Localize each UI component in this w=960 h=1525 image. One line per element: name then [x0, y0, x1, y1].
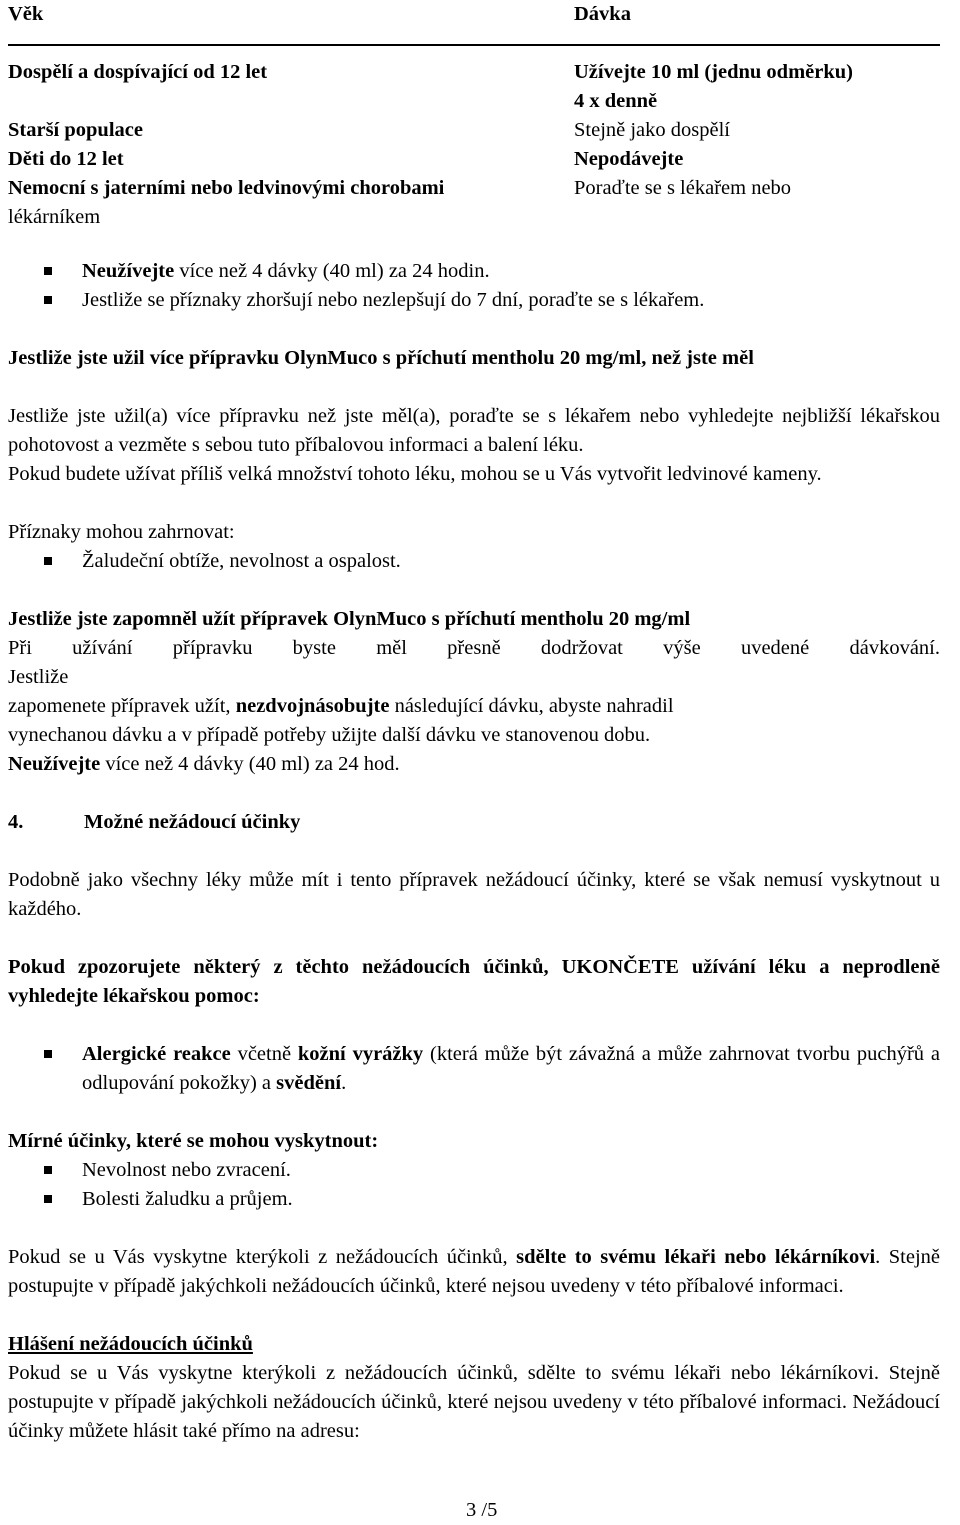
list-item: Žaludeční obtíže, nevolnost a ospalost. — [8, 547, 940, 576]
section-4-intro: Podobně jako všechny léky může mít i tento přípravek nežádoucí účinky, které se však nemusí vyskytnout u každého. — [8, 869, 940, 920]
dose-children: Nepodávejte — [574, 148, 684, 170]
serious-effects-list — [8, 1040, 940, 1098]
overdose-heading: Jestliže jste užil více přípravku OlynMuco s příchutí mentholu 20 mg/ml, než jste měl — [8, 347, 754, 369]
age-liver-kidney-line2: lékárníkem — [8, 206, 101, 228]
symptoms-label: Příznaky mohou zahrnovat: — [8, 521, 235, 543]
age-column — [8, 0, 568, 232]
missed-line-4: vynechanou dávku a v případě potřeby užijte další dávku ve stanovenou dobu. — [8, 724, 651, 746]
list-item: Alergické reakce včetně kožní vyrážky (která může být závažná a může zahrnovat tvorbu puchýřů a odlupování pokožky) a svědění. — [8, 1040, 940, 1098]
missed-line-3: zapomenete přípravek užít, nezdvojnásobujte následující dávku, abyste nahradil — [8, 695, 674, 717]
table-header-dose: Dávka — [574, 3, 631, 25]
overdose-paragraph-1: Jestliže jste užil(a) více přípravku než jste měl(a), poraďte se s lékařem nebo vyhledejte nejbližší lékařskou pohotovost a vezměte s sebou tuto příbalovou informaci a balení léku. — [8, 405, 940, 456]
page-number: 3 /5 — [466, 1499, 498, 1521]
list-item: Jestliže se příznaky zhoršují nebo nezlepšují do 7 dní, poraďte se s lékařem. — [8, 286, 940, 315]
missed-dose-heading: Jestliže jste zapomněl užít přípravek OlynMuco s příchutí mentholu 20 mg/ml — [8, 608, 691, 630]
age-children: Děti do 12 let — [8, 148, 124, 170]
missed-line-2: Jestliže — [8, 666, 69, 688]
list-item: Neužívejte více než 4 dávky (40 ml) za 24 hodin. — [8, 257, 940, 286]
warning-list — [8, 257, 940, 315]
stop-heading: Pokud zpozorujete některý z těchto nežádoucích účinků, UKONČETE užívání léku a neprodleně vyhledejte lékařskou pomoc: — [8, 956, 940, 1007]
age-adults: Dospělí a dospívající od 12 let — [8, 61, 268, 83]
age-elderly: Starší populace — [8, 119, 143, 141]
tell-doctor-paragraph: Pokud se u Vás vyskytne kterýkoli z nežádoucích účinků, sdělte to svému lékaři nebo lékárníkovi. Stejně postupujte v případě jakýchkoli nežádoucích účinků, které nejsou uvedeny v této příbalové informaci. — [8, 1246, 941, 1297]
bullet-icon — [44, 296, 52, 304]
section-4-title: 4. Možné nežádoucí účinky — [8, 811, 301, 833]
dose-column — [574, 0, 940, 203]
missed-line-5: Neužívejte více než 4 dávky (40 ml) za 24 hod. — [8, 753, 400, 775]
bullet-icon — [44, 557, 52, 565]
age-liver-kidney: Nemocní s jaterními nebo ledvinovými chorobami — [8, 177, 445, 199]
symptoms-list — [8, 547, 940, 576]
list-item: Nevolnost nebo zvracení. — [8, 1156, 940, 1185]
list-item: Bolesti žaludku a průjem. — [8, 1185, 940, 1214]
dose-elderly: Stejně jako dospělí — [574, 119, 731, 141]
missed-line-1: Při užívání přípravku byste měl přesně dodržovat výše uvedené dávkování. — [8, 637, 940, 659]
bullet-icon — [44, 1195, 52, 1203]
table-header-age: Věk — [8, 3, 44, 25]
reporting-heading: Hlášení nežádoucích účinků — [8, 1333, 253, 1355]
bullet-icon — [44, 1050, 52, 1058]
dose-liver-kidney: Poraďte se s lékařem nebo — [574, 177, 792, 199]
overdose-paragraph-2: Pokud budete užívat příliš velká množství tohoto léku, mohou se u Vás vytvořit ledvinové kameny. — [8, 463, 822, 485]
reporting-paragraph: Pokud se u Vás vyskytne kterýkoli z nežádoucích účinků, sdělte to svému lékaři nebo lékárníkovi. Stejně postupujte v případě jakýchkoli nežádoucích účinků, které nejsou uvedeny v této příbalové informaci. Nežádoucí účinky můžete hlásit také přímo na adresu: — [8, 1362, 940, 1442]
dosage-table — [8, 0, 940, 234]
document-page — [8, 0, 940, 1446]
bullet-icon — [44, 267, 52, 275]
dose-adults-line2: 4 x denně — [574, 90, 658, 112]
mild-effects-heading: Mírné účinky, které se mohou vyskytnout: — [8, 1130, 379, 1152]
dose-adults-line1: Užívejte 10 ml (jednu odměrku) — [574, 61, 853, 83]
mild-effects-list — [8, 1156, 940, 1214]
bullet-icon — [44, 1166, 52, 1174]
